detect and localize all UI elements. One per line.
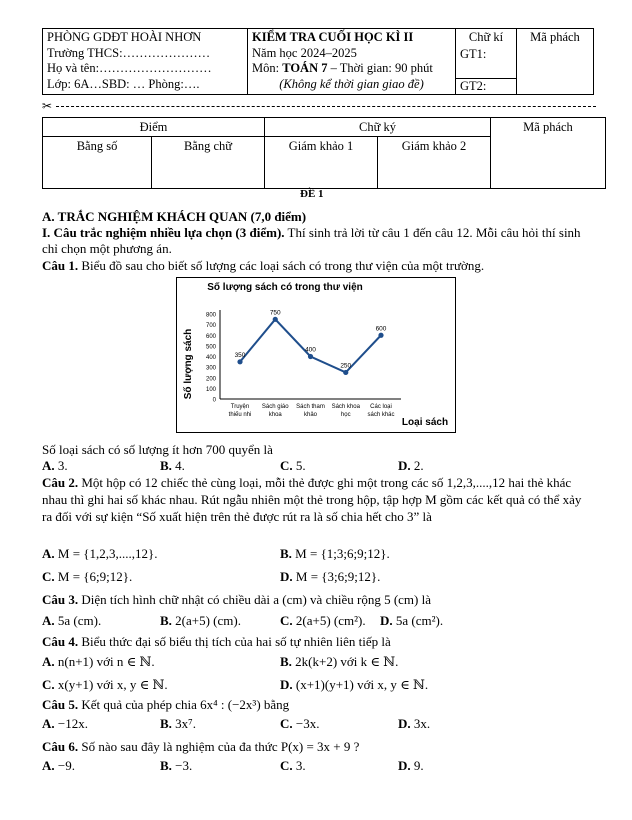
q4-option-a: A. n(n+1) với n ∈ ℕ. [42, 654, 155, 669]
y-tick-label: 200 [205, 376, 216, 383]
x-tick-label: Sách tham [296, 404, 325, 410]
sign-label: Chữ kí [468, 30, 504, 44]
data-point [273, 317, 278, 322]
score-words-cell: Bằng chữ [152, 137, 265, 189]
x-tick-label: khảo [303, 412, 318, 418]
q5-option-d: D. 3x. [398, 716, 431, 731]
header-sign [456, 29, 517, 95]
x-tick-label: thiếu nhi [228, 412, 252, 418]
chart-svg [177, 278, 455, 432]
x-tick-label: khoa [268, 412, 282, 418]
x-tick-label: sách khác [367, 412, 395, 418]
q6-option-a: A. −9. [42, 758, 75, 773]
exam-code: ĐỀ 1 [300, 188, 324, 200]
q3-option-c: C. 2(a+5) (cm²). [280, 613, 366, 628]
examiner-2-cell: Giám khảo 2 [378, 137, 491, 189]
q2-option-c: C. M = {6;9;12}. [42, 569, 133, 584]
question-3: Câu 3. Diện tích hình chữ nhật có chiều dài a (cm) và chiều rộng 5 (cm) là [42, 592, 431, 607]
x-tick-label: Các loại [370, 404, 392, 410]
data-label: 350 [234, 351, 246, 359]
q5-option-a: A. −12x. [42, 716, 88, 731]
data-point [237, 359, 242, 364]
question-5: Câu 5. Kết quả của phép chia 6x⁴ : (−2x³) bằng [42, 697, 290, 712]
part-1-instruction: I. Câu trắc nghiệm nhiều lựa chọn (3 điểm). Thí sinh trả lời từ câu 1 đến câu 12. Mỗi câu hỏi thí sinh chỉ chọn một phương án. [42, 225, 581, 256]
chart-title: Số lượng sách có trong thư viện [207, 282, 363, 293]
name-field: Họ và tên:……………………… [47, 61, 212, 75]
data-label: 600 [375, 325, 387, 333]
q2-option-b: B. M = {1;3;6;9;12}. [280, 546, 390, 561]
gt2-label: GT2: [456, 78, 516, 95]
section-a-title: A. TRẮC NGHIỆM KHÁCH QUAN (7,0 điểm) [42, 209, 307, 224]
question-2: Câu 2. Một hộp có 12 chiếc thẻ cùng loại, mỗi thẻ được ghi một trong các số 1,2,3,....,12 hai thẻ khác nhau thì ghi hai số khác nhau. Rút ngẫu nhiên một thẻ trong hộp, tập hợp M gồm các kết quả có thể xảy ra đối với sự kiện “Số xuất hiện trên thẻ được rút ra là số chia hết cho 3” là [42, 475, 582, 524]
data-point [308, 354, 313, 359]
chart-ylabel: Số lượng sách [183, 328, 194, 400]
data-point [343, 370, 348, 375]
chart-xlabel: Loại sách [401, 417, 449, 428]
q3-option-b: B. 2(a+5) (cm). [160, 613, 241, 628]
q1-option-c: C. 5. [280, 458, 306, 473]
data-label: 750 [269, 309, 281, 317]
gt1-label: GT1: [460, 46, 487, 61]
q4-option-d: D. (x+1)(y+1) với x, y ∈ ℕ. [280, 677, 429, 692]
book-chart [176, 277, 456, 433]
q4-option-b: B. 2k(k+2) với k ∈ ℕ. [280, 654, 399, 669]
y-tick-label: 300 [205, 365, 216, 372]
q6-option-b: B. −3. [160, 758, 193, 773]
score-header: Điểm [43, 118, 265, 137]
x-tick-label: Sách khoa [331, 404, 360, 410]
subject-line: Môn: TOÁN 7 – Thời gian: 90 phút [252, 61, 433, 75]
school-year: Năm học 2024–2025 [252, 45, 357, 60]
question-6: Câu 6. Số nào sau đây là nghiệm của đa thức P(x) = 3x + 9 ? [42, 739, 360, 754]
q3-option-a: A. 5a (cm). [42, 613, 102, 628]
q6-option-d: D. 9. [398, 758, 424, 773]
q5-option-b: B. 3x⁷. [160, 716, 196, 731]
q1-option-d: D. 2. [398, 458, 424, 473]
data-point [378, 333, 383, 338]
q6-option-c: C. 3. [280, 758, 306, 773]
school-field: Trường THCS:………………… [47, 45, 211, 60]
x-tick-label: Truyện [230, 404, 250, 410]
score-number-cell: Bằng số [43, 137, 152, 189]
examiner-1-cell: Giám khảo 1 [265, 137, 378, 189]
scissors-icon: ✂ [42, 99, 53, 113]
y-tick-label: 700 [205, 323, 216, 330]
q2-option-a: A. M = {1,2,3,....,12}. [42, 546, 158, 561]
code-header: Mã phách [491, 118, 606, 189]
q1-option-b: B. 4. [160, 458, 185, 473]
question-1: Câu 1. Biểu đồ sau cho biết số lượng các loại sách có trong thư viện của một trường. [42, 258, 485, 273]
exam-header [42, 28, 594, 95]
question-4: Câu 4. Biểu thức đại số biểu thị tích của hai số tự nhiên liên tiếp là [42, 634, 391, 649]
q3-option-d: D. 5a (cm²). [380, 613, 444, 628]
q4-option-c: C. x(y+1) với x, y ∈ ℕ. [42, 677, 168, 692]
y-tick-label: 400 [205, 355, 216, 361]
q5-option-c: C. −3x. [280, 716, 320, 731]
header-left [43, 29, 248, 95]
data-label: 400 [305, 346, 316, 354]
y-tick-label: 600 [205, 333, 216, 340]
exam-title: KIỂM TRA CUỐI HỌC KÌ II [252, 30, 414, 44]
x-tick-label: học [340, 412, 351, 418]
class-field: Lớp: 6A…SBD: … Phòng:…. [47, 76, 200, 91]
header-code [517, 29, 594, 95]
q2-option-d: D. M = {3;6;9;12}. [280, 569, 381, 584]
question-1-prompt: Số loại sách có số lượng ít hơn 700 quyển là [42, 442, 273, 457]
x-tick-label: Sách giáo [261, 404, 289, 410]
sign-header: Chữ ký [265, 118, 491, 137]
y-tick-label: 800 [205, 312, 216, 319]
data-label: 250 [340, 362, 352, 370]
y-tick-label: 0 [212, 397, 216, 404]
y-tick-label: 100 [205, 386, 216, 393]
time-note: (Không kể thời gian giao đề) [279, 76, 424, 91]
y-tick-label: 500 [205, 344, 216, 351]
score-table [42, 117, 606, 189]
code-label: Mã phách [530, 30, 580, 44]
header-middle [248, 29, 456, 95]
subject-name: TOÁN 7 [282, 61, 328, 75]
q1-option-a: A. 3. [42, 458, 68, 473]
dept-name: PHÒNG GDĐT HOÀI NHƠN [47, 30, 202, 44]
